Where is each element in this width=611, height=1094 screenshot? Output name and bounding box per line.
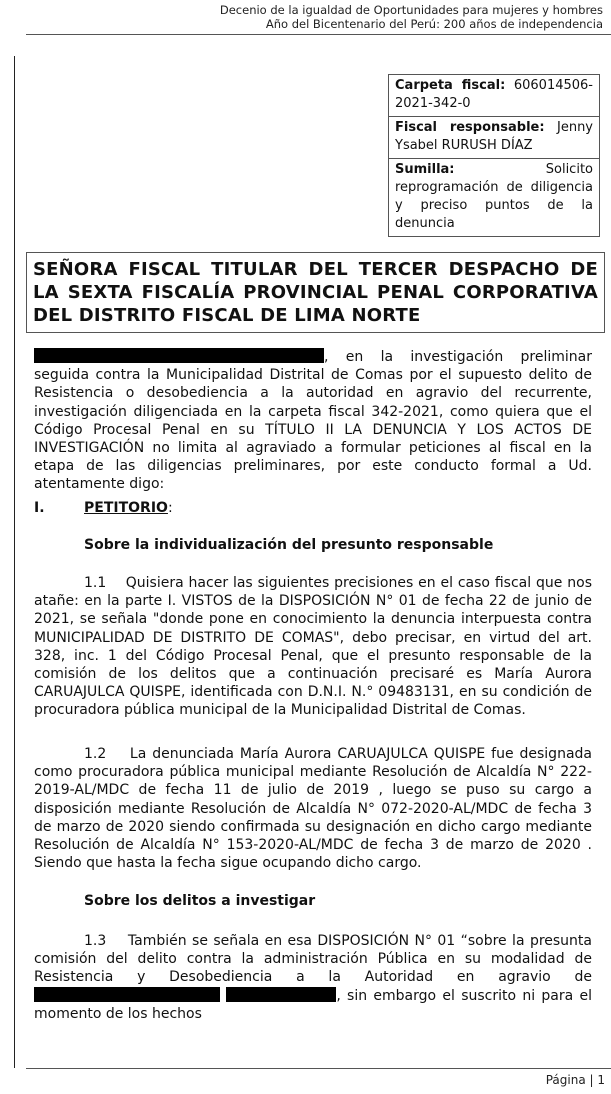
prosecutor-label: Fiscal responsable: bbox=[395, 120, 545, 135]
page-header bbox=[220, 3, 603, 31]
intro-paragraph bbox=[34, 348, 592, 494]
paragraph-1-1 bbox=[34, 574, 592, 720]
prosecutor-value: Jenny Ysabel RURUSH DÍAZ bbox=[395, 120, 594, 153]
left-margin-line bbox=[14, 56, 15, 1068]
paragraph-1-1-text: Quisiera hacer las siguientes precisiones en el caso fiscal que nos atañe: en la parte I. VISTOS de la DISPOSICIÓN N° 01 de fecha 22 de junio de 2021, se señala "donde pone en conocimiento la denuncia interpuesta contra MUNICIPALIDAD DE DISTRITO DE COMAS", debo precisar, en virtud del art. 328, inc. 1 del Código Procesal Penal, que el presunto responsable de la comisión de los delitos que a continuación precisaré es María Aurora CARUAJULCA QUISPE, identificada con D.N.I. N.° 09483131, en su condición de procuradora pública municipal de la Municipalidad Distrital de Comas. bbox=[34, 575, 592, 719]
section-number: I. bbox=[34, 500, 45, 516]
case-number-cell bbox=[389, 75, 599, 116]
summary-cell bbox=[389, 158, 599, 236]
case-number-label: Carpeta fiscal: bbox=[395, 78, 506, 93]
paragraph-1-2-number: 1.2 bbox=[84, 746, 107, 762]
paragraph-1-3 bbox=[34, 932, 592, 1023]
redaction-bar bbox=[34, 348, 324, 363]
prosecutor-cell bbox=[389, 116, 599, 158]
subheading-individualization: Sobre la individualización del presunto responsable bbox=[84, 537, 494, 553]
section-title: PETITORIO bbox=[84, 500, 168, 516]
redaction-bar bbox=[34, 987, 220, 1002]
paragraph-1-3-text-b: , sin embargo el suscrito ni para el momento de los hechos bbox=[34, 987, 593, 1022]
header-line-1: Decenio de la igualdad de Oportunidades para mujeres y hombres bbox=[219, 3, 603, 17]
paragraph-1-3-number: 1.3 bbox=[84, 933, 107, 949]
subheading-crimes: Sobre los delitos a investigar bbox=[84, 893, 316, 909]
paragraph-1-2-text: La denunciada María Aurora CARUAJULCA QUISPE fue designada como procuradora pública municipal mediante Resolución de Alcaldía N° 222-2019-AL/MDC de fecha 11 de julio de 2019 , luego se puso su cargo a disposición mediante Resolución de Alcaldía N° 072-2020-AL/MDC de fecha 3 de marzo de 2020 siendo confirmada su designación en dicho cargo mediante Resolución de Alcaldía N° 153-2020-AL/MDC de fecha 3 de marzo de 2020 . Siendo que hasta la fecha sigue ocupando dicho cargo. bbox=[34, 746, 592, 872]
header-divider bbox=[26, 34, 611, 35]
paragraph-1-2 bbox=[34, 745, 592, 872]
case-number-value: 606014506-2021-342-0 bbox=[395, 78, 593, 111]
header-line-2: Año del Bicentenario del Perú: 200 años de independencia bbox=[265, 17, 603, 31]
redaction-bar bbox=[226, 987, 336, 1002]
summary-label: Sumilla: bbox=[395, 162, 455, 177]
intro-text: , en la investigación preliminar seguida contra la Municipalidad Distrital de Comas por el supuesto delito de Resistencia o desobediencia a la autoridad en agravio del recurrente, investigación diligenciada en la carpeta fiscal 342-2021, como quiera que el Código Procesal Penal en su TÍTULO II LA DENUNCIA Y LOS ACTOS DE INVESTIGACIÓN no limita al agraviado a formular peticiones al fiscal en la etapa de las diligencias preliminares, por este conducto formal a Ud. atentamente digo: bbox=[34, 349, 592, 493]
addressee-box: SEÑORA FISCAL TITULAR DEL TERCER DESPACHO DE LA SEXTA FISCALÍA PROVINCIAL PENAL CORPORATIVA DEL DISTRITO FISCAL DE LIMA NORTE bbox=[26, 252, 605, 333]
page-number: Página | 1 bbox=[545, 1073, 605, 1087]
paragraph-1-3-text-a: También se señala en esa DISPOSICIÓN N° 01 “sobre la presunta comisión del delito contra la administración Pública en su modalidad de Resistencia y Desobediencia a la Autoridad en agravio de bbox=[34, 933, 592, 986]
case-info-box bbox=[388, 74, 600, 237]
footer-divider bbox=[26, 1068, 611, 1069]
section-title-colon: : bbox=[167, 500, 173, 516]
summary-value: Solicito reprogramación de diligencia y preciso puntos de la denuncia bbox=[395, 162, 593, 231]
paragraph-1-1-number: 1.1 bbox=[84, 575, 107, 591]
section-title-wrap bbox=[84, 500, 173, 516]
